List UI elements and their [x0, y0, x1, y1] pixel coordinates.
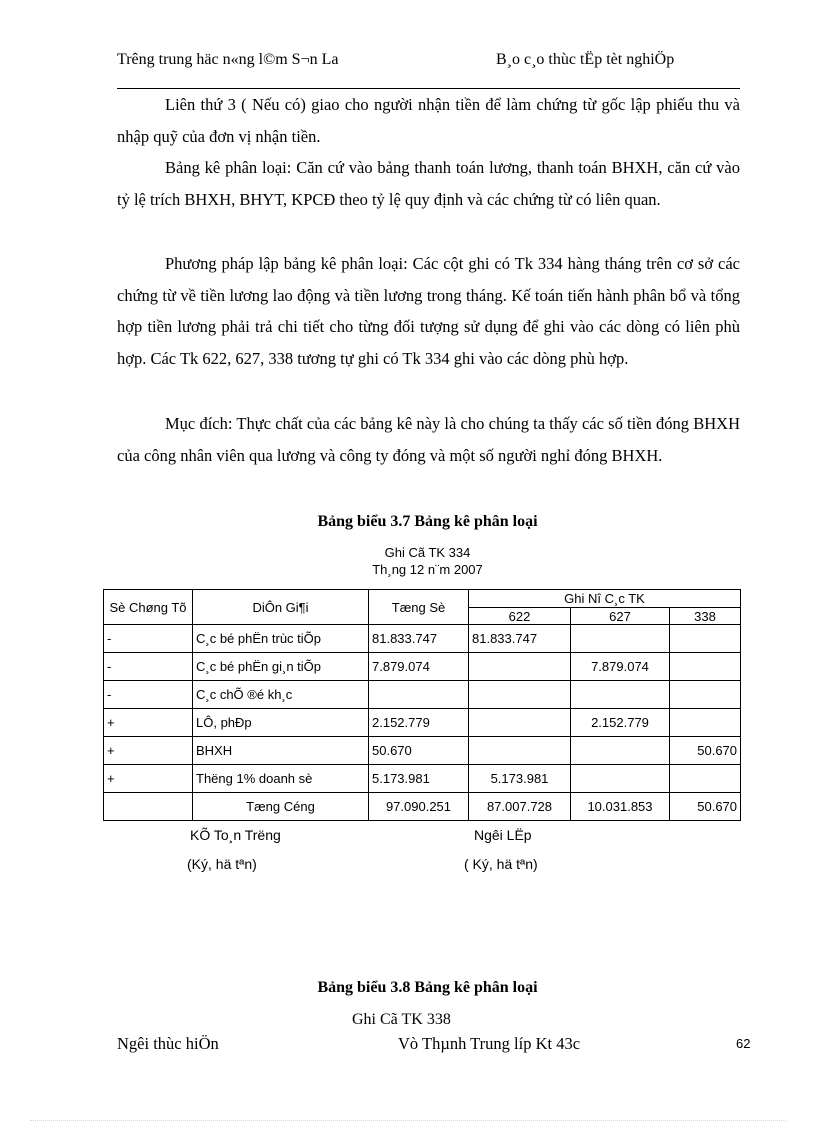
cell-description: C¸c chÕ ®é kh¸c: [193, 681, 369, 709]
col-header-338: 338: [670, 608, 741, 625]
header-report-title: B¸o c¸o thùc tËp tèt nghiÖp: [496, 51, 675, 68]
cell-description: Thëng 1% doanh sè: [193, 765, 369, 793]
col-header-total: Tæng Sè: [369, 590, 469, 625]
cell-627: 7.879.074: [571, 653, 670, 681]
cell-total: 50.670: [369, 737, 469, 765]
cell-total-622: 87.007.728: [469, 793, 571, 821]
table-row: [104, 681, 741, 709]
cell-total: 81.833.747: [369, 625, 469, 653]
paragraph-4: Mục đích: Thực chất của các bảng kê này là cho chúng ta thấy các số tiền đóng BHXH của công nhân viên qua lương và công ty đóng và một số người nghỉ đóng BHXH.: [117, 414, 740, 465]
cell-338: [670, 765, 741, 793]
signature-chief-accountant-note: (Ký, hä tªn): [187, 856, 257, 872]
signature-preparer: Ngêi LËp: [474, 827, 532, 843]
cell-338: [670, 625, 741, 653]
cell-description: C¸c bé phËn gi¸n tiÕp: [193, 653, 369, 681]
classification-table: [103, 589, 741, 821]
col-header-description: DiÔn Gi¶i: [193, 590, 369, 625]
cell-total: 5.173.981: [369, 765, 469, 793]
cell-description: C¸c bé phËn trùc tiÕp: [193, 625, 369, 653]
cell-voucher: -: [104, 653, 193, 681]
signature-chief-accountant: KÕ To¸n Trëng: [190, 827, 281, 843]
cell-description: BHXH: [193, 737, 369, 765]
table-row: [104, 653, 741, 681]
cell-voucher: -: [104, 625, 193, 653]
cell-voucher: -: [104, 681, 193, 709]
page-bottom-border: [30, 1120, 786, 1121]
col-header-debit-accounts: Ghi Nî C¸c TK: [469, 590, 741, 608]
signature-preparer-note: ( Ký, hä tªn): [464, 856, 538, 872]
table1-title: Bảng biểu 3.7 Bảng kê phân loại: [317, 513, 538, 530]
cell-voucher: +: [104, 709, 193, 737]
cell-627: [571, 765, 670, 793]
cell-622: 81.833.747: [469, 625, 571, 653]
cell-description: LÔ, phÐp: [193, 709, 369, 737]
col-header-622: 622: [469, 608, 571, 625]
cell-622: [469, 737, 571, 765]
table1-subtitle-period: Th¸ng 12 n¨m 2007: [372, 562, 483, 577]
cell-338: [670, 653, 741, 681]
footer-author-label: Ngêi thùc hiÖn: [117, 1034, 219, 1053]
table-row: [104, 625, 741, 653]
table2-subtitle: Ghi Cã TK 338: [352, 1011, 451, 1028]
cell-627: [571, 681, 670, 709]
cell-622: 5.173.981: [469, 765, 571, 793]
table-row: [104, 737, 741, 765]
cell-622: [469, 681, 571, 709]
cell-total-label: Tæng Céng: [193, 793, 369, 821]
table-row: [104, 709, 741, 737]
table2-title: Bảng biểu 3.8 Bảng kê phân loại: [317, 979, 538, 996]
cell-338: 50.670: [670, 737, 741, 765]
cell-total-627: 10.031.853: [571, 793, 670, 821]
cell-grand-total: 97.090.251: [369, 793, 469, 821]
table-row: [104, 765, 741, 793]
page-number: 62: [736, 1036, 751, 1051]
cell-voucher: +: [104, 737, 193, 765]
cell-total-338: 50.670: [670, 793, 741, 821]
cell-622: [469, 653, 571, 681]
cell-627: [571, 625, 670, 653]
cell-622: [469, 709, 571, 737]
paragraph-2: Bảng kê phân loại: Căn cứ vào bảng thanh toán lương, thanh toán BHXH, căn cứ vào tỷ lệ trích BHXH, BHYT, KPCĐ theo tỷ lệ quy định và các chứng từ có liên quan.: [117, 158, 740, 209]
cell-627: [571, 737, 670, 765]
table-header-row: [104, 590, 741, 608]
table1-subtitle-account: Ghi Cã TK 334: [384, 545, 471, 560]
header-school: Trêng trung häc n«ng l©m S¬n La: [117, 51, 339, 68]
cell-627: 2.152.779: [571, 709, 670, 737]
cell-338: [670, 709, 741, 737]
cell-voucher: +: [104, 765, 193, 793]
paragraph-1: Liên thứ 3 ( Nếu có) giao cho người nhận tiền để làm chứng từ gốc lập phiếu thu và nhập quỹ của đơn vị nhận tiền.: [117, 95, 740, 146]
col-header-627: 627: [571, 608, 670, 625]
table-total-row: [104, 793, 741, 821]
col-header-voucher: Sè Chøng Tõ: [104, 590, 193, 625]
footer-author-name: Vò Thµnh Trung líp Kt 43c: [398, 1034, 581, 1053]
cell-total: [369, 681, 469, 709]
cell-total: 2.152.779: [369, 709, 469, 737]
paragraph-3: Phương pháp lập bảng kê phân loại: Các cột ghi có Tk 334 hàng tháng trên cơ sở các chứng từ về tiền lương lao động và tiền lương trong tháng. Kế toán tiến hành phân bổ và tổng hợp tiền lương phải trả chi tiết cho từng đối tượng sử dụng để ghi vào các dòng có liên phù hợp. Các Tk 622, 627, 338 tương tự ghi có Tk 334 ghi vào các dòng phù hợp.: [117, 254, 740, 368]
cell-total: 7.879.074: [369, 653, 469, 681]
cell-338: [670, 681, 741, 709]
